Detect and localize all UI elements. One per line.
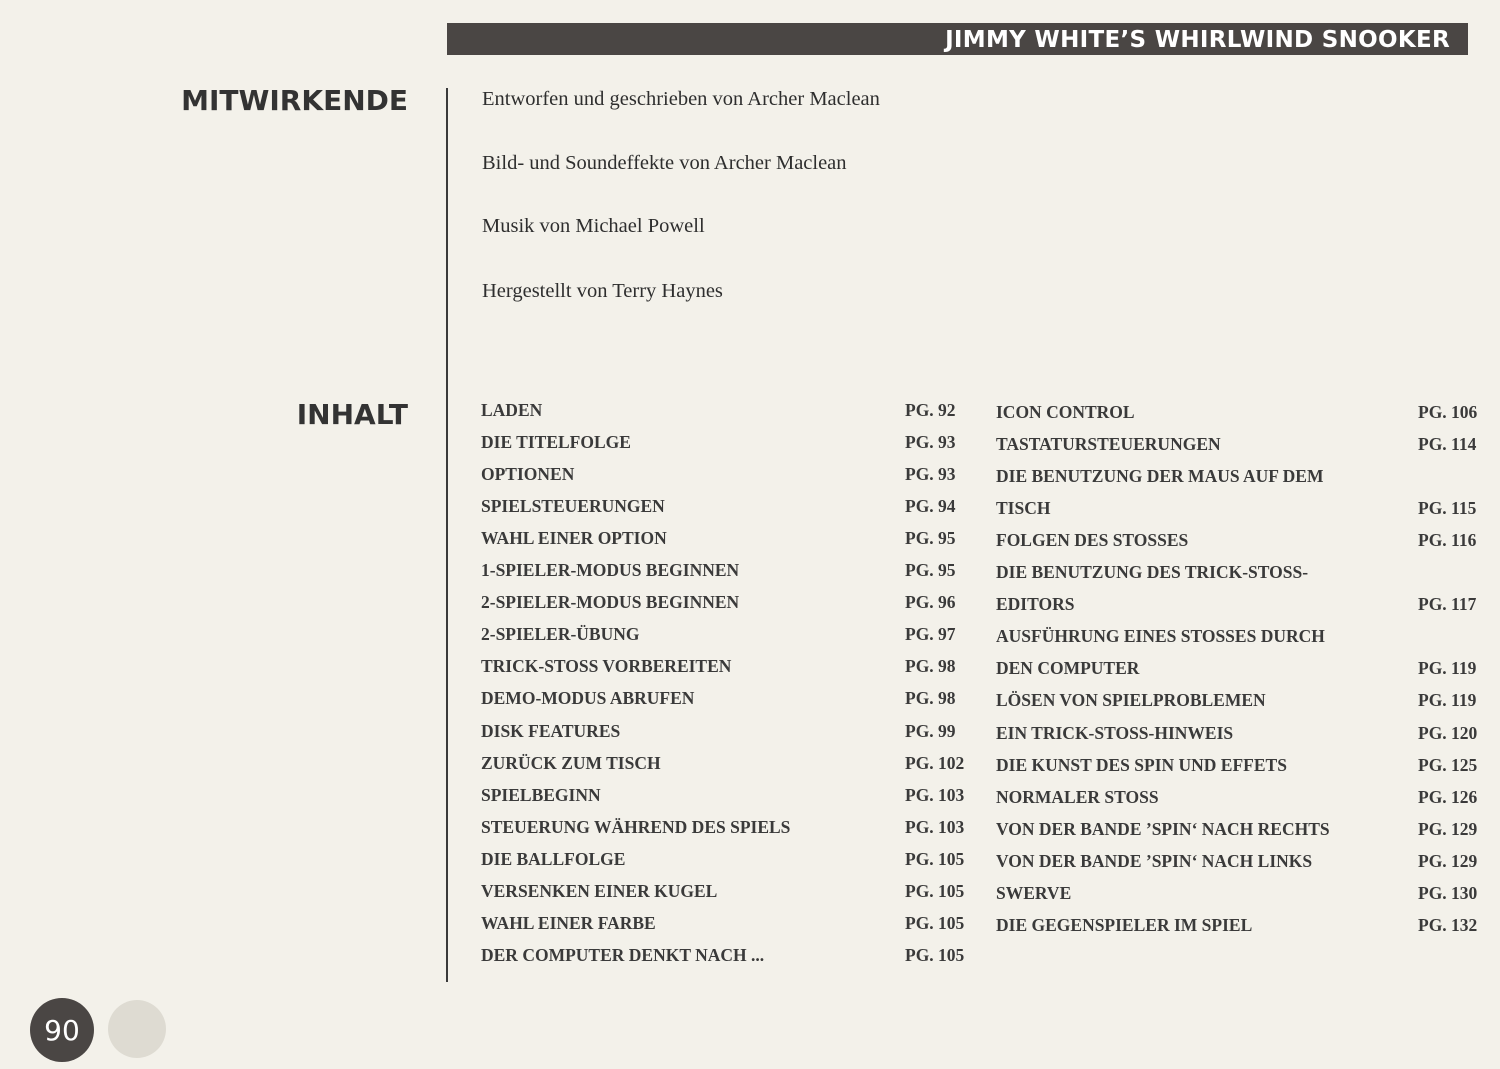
toc-entry [996,656,1491,680]
toc-entry-title: FOLGEN DES STOSSES [996,530,1189,551]
contents-heading: INHALT [296,398,408,431]
toc-entry-title: VON DER BANDE ’SPIN‘ NACH RECHTS [996,818,1330,839]
toc-entry-page: PG. 98 [905,688,956,709]
toc-entry-title: VON DER BANDE ’SPIN‘ NACH LINKS [996,850,1313,871]
toc-entry-page: PG. 105 [905,944,965,965]
toc-entry-title: DIE BENUTZUNG DER MAUS AUF DEM [996,466,1324,487]
toc-entry [481,398,981,422]
toc-entry-page: PG. 105 [905,880,965,901]
toc-entry-page: PG. 129 [1418,850,1478,871]
toc-entry-page: PG. 92 [905,400,956,420]
toc-entry-title: WAHL EINER FARBE [481,912,656,933]
toc-entry [481,526,981,550]
toc-entry [481,494,981,518]
toc-entry [481,911,981,935]
toc-entry-page: PG. 95 [905,560,956,581]
toc-entry [996,400,1491,424]
toc-entry-page: PG. 116 [1418,530,1477,551]
toc-entry-title: TRICK-STOSS VORBEREITEN [481,656,732,677]
toc-entry-page: PG. 103 [905,784,965,805]
toc-entry-page: PG. 99 [905,720,956,741]
credit-line: Hergestellt von Terry Haynes [482,280,723,302]
page-number: 90 [44,1013,80,1047]
toc-entry-title: ICON CONTROL [996,402,1135,422]
toc-entry-title: SPIELSTEUERUNGEN [481,496,665,517]
toc-entry-page: PG. 97 [905,624,956,645]
toc-entry [996,753,1491,777]
toc-entry-page: PG. 95 [905,528,956,549]
toc-entry-title: DIE BALLFOLGE [481,848,626,869]
toc-entry [481,622,981,646]
vertical-divider [446,88,448,982]
toc-entry [481,462,981,486]
toc-entry-page: PG. 105 [905,912,965,933]
toc-entry [996,432,1491,456]
toc-entry [481,654,981,678]
toc-entry-title: 1-SPIELER-MODUS BEGINNEN [481,560,740,581]
toc-entry-title: VERSENKEN EINER KUGEL [481,880,718,901]
toc-entry [996,464,1491,488]
toc-entry-title: DIE TITELFOLGE [481,432,631,453]
toc-entry-title: TASTATURSTEUERUNGEN [996,434,1221,455]
toc-entry-page: PG. 132 [1418,914,1478,935]
toc-entry-page: PG. 103 [905,816,965,837]
toc-entry-title: DEN COMPUTER [996,658,1140,679]
toc-entry [996,881,1491,905]
toc-entry-title: NORMALER STOSS [996,786,1159,807]
toc-entry [481,558,981,582]
toc-entry [481,751,981,775]
toc-entry [996,528,1491,552]
toc-entry-title: TISCH [996,498,1051,519]
toc-entry-title: DIE BENUTZUNG DES TRICK-STOSS- [996,562,1309,583]
toc-entry-page: PG. 119 [1418,658,1477,679]
toc-entry-page: PG. 119 [1418,690,1477,711]
toc-entry [996,913,1491,937]
toc-entry [996,560,1491,584]
toc-entry-title: SPIELBEGINN [481,784,601,805]
toc-entry [996,624,1491,648]
toc-entry [996,496,1491,520]
toc-entry-page: PG. 125 [1418,754,1478,775]
toc-entry-page: PG. 105 [905,848,965,869]
toc-entry [481,590,981,614]
toc-entry-title: SWERVE [996,882,1072,903]
toc-entry [996,849,1491,873]
toc-entry-title: OPTIONEN [481,464,575,485]
toc-entry [481,943,981,967]
toc-entry-title: 2-SPIELER-ÜBUNG [481,624,640,645]
toc-entry-page: PG. 93 [905,432,956,453]
toc-entry [481,430,981,454]
toc-entry-page: PG. 98 [905,656,956,677]
toc-entry-title: 2-SPIELER-MODUS BEGINNEN [481,592,740,613]
toc-entry [481,686,981,710]
toc-entry-title: LÖSEN VON SPIELPROBLEMEN [996,690,1266,711]
credits-heading: MITWIRKENDE [181,84,408,117]
toc-entry-title: DER COMPUTER DENKT NACH ... [481,944,765,965]
toc-entry-title: EIN TRICK-STOSS-HINWEIS [996,722,1234,743]
page-number-badge [30,998,94,1062]
toc-entry-title: DIE KUNST DES SPIN UND EFFETS [996,754,1287,775]
toc-entry-page: PG. 126 [1418,786,1478,807]
toc-entry-page: PG. 93 [905,464,956,485]
toc-entry-title: AUSFÜHRUNG EINES STOSSES DURCH [996,626,1325,647]
toc-entry-page: PG. 117 [1418,594,1477,615]
toc-entry-title: DEMO-MODUS ABRUFEN [481,688,695,709]
toc-entry [481,815,981,839]
toc-entry-title: STEUERUNG WÄHREND DES SPIELS [481,816,791,837]
toc-entry-page: PG. 106 [1418,402,1478,422]
credit-line: Musik von Michael Powell [482,215,705,237]
credit-line: Bild- und Soundeffekte von Archer Maclean [482,152,847,174]
toc-entry [481,719,981,743]
toc-entry [481,783,981,807]
toc-entry-page: PG. 129 [1418,818,1478,839]
credit-line: Entworfen und geschrieben von Archer Maclean [482,88,880,110]
toc-entry-title: LADEN [481,400,543,420]
toc-entry [481,847,981,871]
toc-entry [481,879,981,903]
toc-entry-page: PG. 102 [905,752,965,773]
toc-entry-page: PG. 130 [1418,882,1478,903]
toc-entry-page: PG. 114 [1418,434,1477,455]
toc-entry-title: ZURÜCK ZUM TISCH [481,752,661,773]
toc-entry-page: PG. 120 [1418,722,1478,743]
toc-entry [996,817,1491,841]
toc-entry-title: EDITORS [996,594,1075,615]
toc-entry [996,721,1491,745]
bleed-through-circle [108,1000,166,1058]
toc-entry-title: DISK FEATURES [481,720,621,741]
toc-entry-page: PG. 94 [905,496,956,517]
header-bar [447,23,1468,55]
toc-entry-title: DIE GEGENSPIELER IM SPIEL [996,914,1253,935]
toc-entry [996,785,1491,809]
page-header-title: JIMMY WHITE’S WHIRLWIND SNOOKER [945,27,1450,53]
toc-entry [996,688,1491,712]
toc-entry-page: PG. 115 [1418,498,1477,519]
toc-entry-title: WAHL EINER OPTION [481,528,667,549]
toc-entry-page: PG. 96 [905,592,956,613]
toc-entry [996,592,1491,616]
